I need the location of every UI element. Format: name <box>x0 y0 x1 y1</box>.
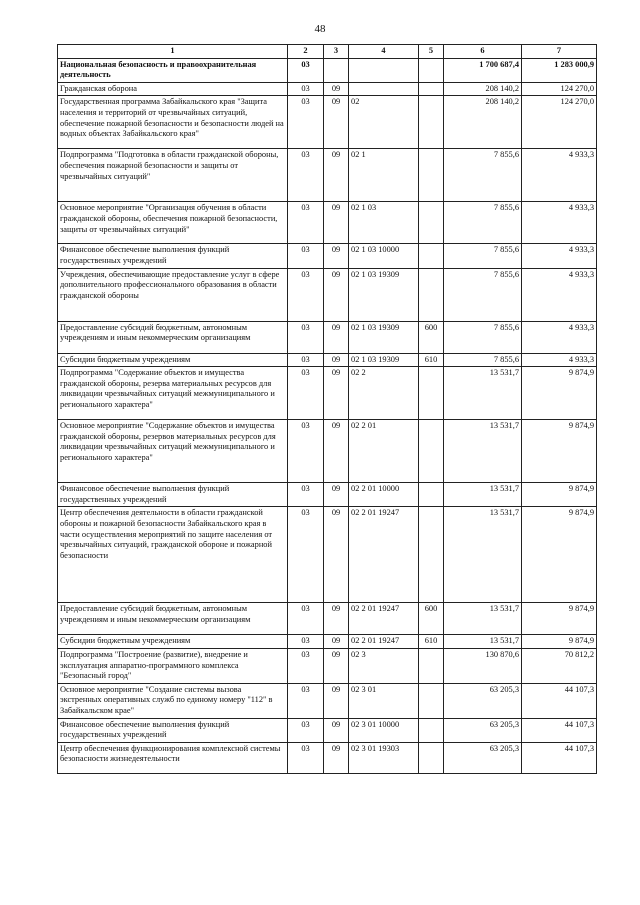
amount-year-1: 130 870,6 <box>444 648 522 683</box>
target-article-code: 02 2 <box>349 367 419 420</box>
table-row <box>58 58 597 82</box>
section-code: 03 <box>288 321 324 353</box>
amount-year-2: 4 933,3 <box>522 202 597 244</box>
amount-year-1: 7 855,6 <box>444 268 522 321</box>
expense-type-code <box>419 718 444 742</box>
table-row <box>58 96 597 149</box>
amount-year-2: 4 933,3 <box>522 149 597 202</box>
section-code: 03 <box>288 635 324 649</box>
amount-year-1: 208 140,2 <box>444 82 522 96</box>
amount-year-2: 4 933,3 <box>522 244 597 268</box>
expense-type-code <box>419 149 444 202</box>
budget-item-name: Субсидии бюджетным учреждениям <box>58 353 288 367</box>
section-code: 03 <box>288 268 324 321</box>
budget-table <box>57 44 597 774</box>
expense-type-code <box>419 367 444 420</box>
amount-year-1: 13 531,7 <box>444 635 522 649</box>
table-row <box>58 149 597 202</box>
column-header: 1 <box>58 45 288 59</box>
target-article-code: 02 2 01 10000 <box>349 483 419 507</box>
amount-year-2: 9 874,9 <box>522 367 597 420</box>
subsection-code: 09 <box>324 718 349 742</box>
target-article-code: 02 2 01 19247 <box>349 635 419 649</box>
expense-type-code <box>419 82 444 96</box>
amount-year-1: 63 205,3 <box>444 718 522 742</box>
budget-item-name: Предоставление субсидий бюджетным, автономным учреждениям и иным некоммерческим организациям <box>58 321 288 353</box>
amount-year-2: 9 874,9 <box>522 635 597 649</box>
expense-type-code: 600 <box>419 321 444 353</box>
table-row <box>58 268 597 321</box>
table-row <box>58 420 597 483</box>
budget-item-name: Государственная программа Забайкальского края "Защита населения и территорий от чрезвычайных ситуаций, обеспечение пожарной безопасности и безопасности людей на водных объектах Забайкальского края" <box>58 96 288 149</box>
subsection-code: 09 <box>324 96 349 149</box>
expense-type-code <box>419 507 444 603</box>
expense-type-code <box>419 244 444 268</box>
amount-year-2: 44 107,3 <box>522 683 597 718</box>
subsection-code: 09 <box>324 507 349 603</box>
section-code: 03 <box>288 367 324 420</box>
subsection-code: 09 <box>324 82 349 96</box>
amount-year-2: 9 874,9 <box>522 507 597 603</box>
budget-item-name: Учреждения, обеспечивающие предоставление услуг в сфере дополнительного профессионального образования в области гражданской обороны <box>58 268 288 321</box>
section-code: 03 <box>288 149 324 202</box>
amount-year-1: 13 531,7 <box>444 420 522 483</box>
amount-year-2: 44 107,3 <box>522 718 597 742</box>
expense-type-code <box>419 202 444 244</box>
subsection-code: 09 <box>324 603 349 635</box>
column-header: 4 <box>349 45 419 59</box>
budget-item-name: Финансовое обеспечение выполнения функций государственных учреждений <box>58 244 288 268</box>
target-article-code <box>349 82 419 96</box>
section-code: 03 <box>288 683 324 718</box>
expense-type-code: 610 <box>419 353 444 367</box>
budget-item-name: Предоставление субсидий бюджетным, автономным учреждениям и иным некоммерческим организациям <box>58 603 288 635</box>
expense-type-code <box>419 742 444 773</box>
expense-type-code <box>419 420 444 483</box>
column-header: 5 <box>419 45 444 59</box>
target-article-code: 02 1 03 19309 <box>349 268 419 321</box>
budget-item-name: Подпрограмма "Содержание объектов и имущества гражданской обороны, резерва материальных ресурсов для ликвидации чрезвычайных ситуаций межмуниципального и регионального характера" <box>58 367 288 420</box>
table-row <box>58 507 597 603</box>
section-code: 03 <box>288 483 324 507</box>
column-header: 3 <box>324 45 349 59</box>
subsection-code: 09 <box>324 202 349 244</box>
table-row <box>58 718 597 742</box>
budget-item-name: Подпрограмма "Подготовка в области гражданской обороны, обеспечения пожарной безопасности и защиты от чрезвычайных ситуаций" <box>58 149 288 202</box>
subsection-code: 09 <box>324 683 349 718</box>
subsection-code: 09 <box>324 648 349 683</box>
subsection-code: 09 <box>324 244 349 268</box>
amount-year-1: 7 855,6 <box>444 244 522 268</box>
amount-year-2: 9 874,9 <box>522 483 597 507</box>
amount-year-1: 208 140,2 <box>444 96 522 149</box>
subsection-code: 09 <box>324 742 349 773</box>
target-article-code: 02 <box>349 96 419 149</box>
table-row <box>58 353 597 367</box>
amount-year-1: 13 531,7 <box>444 483 522 507</box>
subsection-code: 09 <box>324 367 349 420</box>
expense-type-code <box>419 648 444 683</box>
target-article-code: 02 3 01 <box>349 683 419 718</box>
section-code: 03 <box>288 718 324 742</box>
target-article-code: 02 3 <box>349 648 419 683</box>
amount-year-1: 63 205,3 <box>444 742 522 773</box>
amount-year-1: 7 855,6 <box>444 321 522 353</box>
amount-year-2: 124 270,0 <box>522 96 597 149</box>
section-code: 03 <box>288 420 324 483</box>
amount-year-2: 9 874,9 <box>522 420 597 483</box>
budget-item-name: Финансовое обеспечение выполнения функций государственных учреждений <box>58 483 288 507</box>
amount-year-1: 7 855,6 <box>444 353 522 367</box>
amount-year-2: 4 933,3 <box>522 353 597 367</box>
amount-year-1: 1 700 687,4 <box>444 58 522 82</box>
subsection-code: 09 <box>324 321 349 353</box>
expense-type-code <box>419 268 444 321</box>
section-code: 03 <box>288 244 324 268</box>
table-row <box>58 742 597 773</box>
target-article-code: 02 1 03 19309 <box>349 321 419 353</box>
section-code: 03 <box>288 82 324 96</box>
table-row <box>58 683 597 718</box>
section-code: 03 <box>288 353 324 367</box>
budget-item-name: Основное мероприятие "Создание системы вызова экстренных оперативных служб по единому номеру "112" в Забайкальском крае" <box>58 683 288 718</box>
expense-type-code <box>419 483 444 507</box>
table-row <box>58 483 597 507</box>
section-code: 03 <box>288 603 324 635</box>
expense-type-code <box>419 96 444 149</box>
amount-year-1: 63 205,3 <box>444 683 522 718</box>
amount-year-2: 1 283 000,9 <box>522 58 597 82</box>
budget-item-name: Подпрограмма "Построение (развитие), внедрение и эксплуатация аппаратно-программного комплекса "Безопасный город" <box>58 648 288 683</box>
column-header-row <box>58 45 597 59</box>
table-row <box>58 244 597 268</box>
budget-item-name: Гражданская оборона <box>58 82 288 96</box>
table-row <box>58 367 597 420</box>
table-row <box>58 202 597 244</box>
target-article-code: 02 3 01 10000 <box>349 718 419 742</box>
target-article-code: 02 1 03 <box>349 202 419 244</box>
budget-item-name: Национальная безопасность и правоохранительная деятельность <box>58 58 288 82</box>
budget-item-name: Центр обеспечения деятельности в области гражданской обороны и пожарной безопасности Забайкальского края в части осуществления мероприятий по защите населения от чрезвычайных ситуаций, гражданской обороне и пожарной безопасности <box>58 507 288 603</box>
expense-type-code <box>419 683 444 718</box>
amount-year-2: 9 874,9 <box>522 603 597 635</box>
expense-type-code: 610 <box>419 635 444 649</box>
table-row <box>58 82 597 96</box>
section-code: 03 <box>288 507 324 603</box>
section-code: 03 <box>288 742 324 773</box>
table-row <box>58 635 597 649</box>
target-article-code: 02 2 01 <box>349 420 419 483</box>
section-code: 03 <box>288 58 324 82</box>
column-header: 6 <box>444 45 522 59</box>
table-row <box>58 321 597 353</box>
expense-type-code <box>419 58 444 82</box>
subsection-code: 09 <box>324 420 349 483</box>
amount-year-1: 13 531,7 <box>444 367 522 420</box>
subsection-code: 09 <box>324 353 349 367</box>
target-article-code: 02 2 01 19247 <box>349 507 419 603</box>
amount-year-1: 13 531,7 <box>444 507 522 603</box>
subsection-code: 09 <box>324 483 349 507</box>
amount-year-2: 44 107,3 <box>522 742 597 773</box>
amount-year-1: 7 855,6 <box>444 149 522 202</box>
budget-item-name: Финансовое обеспечение выполнения функций государственных учреждений <box>58 718 288 742</box>
budget-item-name: Основное мероприятие "Содержание объектов и имущества гражданской обороны, резервов материальных ресурсов для ликвидации чрезвычайных ситуаций межмуниципального и регионального характера" <box>58 420 288 483</box>
budget-item-name: Центр обеспечения функционирования комплексной системы безопасности жизнедеятельности <box>58 742 288 773</box>
page-number: 48 <box>314 23 326 35</box>
table-row <box>58 603 597 635</box>
budget-item-name: Основное мероприятие "Организация обучения в области гражданской обороны, обеспечения пожарной безопасности, защиты от чрезвычайных ситуаций" <box>58 202 288 244</box>
budget-item-name: Субсидии бюджетным учреждениям <box>58 635 288 649</box>
section-code: 03 <box>288 202 324 244</box>
amount-year-2: 70 812,2 <box>522 648 597 683</box>
amount-year-1: 7 855,6 <box>444 202 522 244</box>
amount-year-2: 4 933,3 <box>522 321 597 353</box>
subsection-code: 09 <box>324 268 349 321</box>
target-article-code: 02 2 01 19247 <box>349 603 419 635</box>
budget-table-body <box>58 45 597 774</box>
table-row <box>58 648 597 683</box>
subsection-code: 09 <box>324 635 349 649</box>
target-article-code: 02 1 <box>349 149 419 202</box>
subsection-code <box>324 58 349 82</box>
target-article-code: 02 1 03 10000 <box>349 244 419 268</box>
section-code: 03 <box>288 648 324 683</box>
expense-type-code: 600 <box>419 603 444 635</box>
column-header: 2 <box>288 45 324 59</box>
subsection-code: 09 <box>324 149 349 202</box>
section-code: 03 <box>288 96 324 149</box>
target-article-code: 02 3 01 19303 <box>349 742 419 773</box>
amount-year-2: 124 270,0 <box>522 82 597 96</box>
amount-year-2: 4 933,3 <box>522 268 597 321</box>
target-article-code: 02 1 03 19309 <box>349 353 419 367</box>
column-header: 7 <box>522 45 597 59</box>
amount-year-1: 13 531,7 <box>444 603 522 635</box>
target-article-code <box>349 58 419 82</box>
